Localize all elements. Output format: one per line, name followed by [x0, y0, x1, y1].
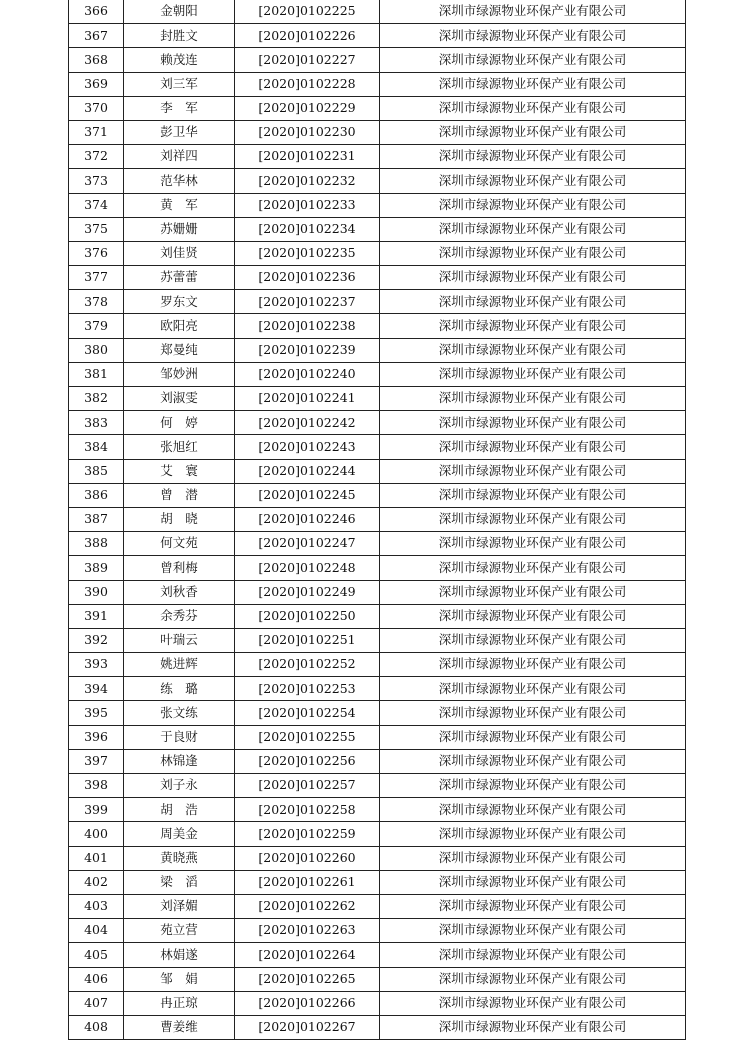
- company-name-cell: 深圳市绿源物业环保产业有限公司: [380, 411, 686, 435]
- person-name-cell: 胡 晓: [124, 507, 235, 531]
- row-number-cell: 388: [69, 532, 124, 556]
- certificate-number-cell: [2020]0102235: [235, 241, 380, 265]
- table-row: [69, 266, 686, 290]
- row-number-cell: 378: [69, 290, 124, 314]
- company-name-cell: 深圳市绿源物业环保产业有限公司: [380, 96, 686, 120]
- person-name-cell: 于良财: [124, 725, 235, 749]
- row-number-cell: 373: [69, 169, 124, 193]
- company-name-cell: 深圳市绿源物业环保产业有限公司: [380, 362, 686, 386]
- certificate-number-cell: [2020]0102230: [235, 120, 380, 144]
- company-name-cell: 深圳市绿源物业环保产业有限公司: [380, 193, 686, 217]
- certificate-number-cell: [2020]0102264: [235, 943, 380, 967]
- certificate-number-cell: [2020]0102228: [235, 72, 380, 96]
- certificate-number-cell: [2020]0102234: [235, 217, 380, 241]
- row-number-cell: 404: [69, 919, 124, 943]
- row-number-cell: 370: [69, 96, 124, 120]
- table-row: [69, 24, 686, 48]
- company-name-cell: 深圳市绿源物业环保产业有限公司: [380, 701, 686, 725]
- table-row: [69, 72, 686, 96]
- person-name-cell: 赖茂连: [124, 48, 235, 72]
- certificate-number-cell: [2020]0102239: [235, 338, 380, 362]
- company-name-cell: 深圳市绿源物业环保产业有限公司: [380, 604, 686, 628]
- certificate-number-cell: [2020]0102240: [235, 362, 380, 386]
- row-number-cell: 403: [69, 894, 124, 918]
- company-name-cell: 深圳市绿源物业环保产业有限公司: [380, 483, 686, 507]
- certificate-number-cell: [2020]0102250: [235, 604, 380, 628]
- person-name-cell: 林娟遂: [124, 943, 235, 967]
- certificate-number-cell: [2020]0102247: [235, 532, 380, 556]
- row-number-cell: 398: [69, 774, 124, 798]
- person-name-cell: 刘祥四: [124, 145, 235, 169]
- person-name-cell: 曾 潜: [124, 483, 235, 507]
- certificate-number-cell: [2020]0102242: [235, 411, 380, 435]
- table-row: [69, 459, 686, 483]
- table-row: [69, 943, 686, 967]
- certificate-number-cell: [2020]0102259: [235, 822, 380, 846]
- person-name-cell: 刘淑雯: [124, 387, 235, 411]
- company-name-cell: 深圳市绿源物业环保产业有限公司: [380, 290, 686, 314]
- row-number-cell: 377: [69, 266, 124, 290]
- certificate-number-cell: [2020]0102267: [235, 1015, 380, 1039]
- company-name-cell: 深圳市绿源物业环保产业有限公司: [380, 798, 686, 822]
- certificate-number-cell: [2020]0102248: [235, 556, 380, 580]
- table-row: [69, 96, 686, 120]
- row-number-cell: 405: [69, 943, 124, 967]
- table-row: [69, 483, 686, 507]
- company-name-cell: 深圳市绿源物业环保产业有限公司: [380, 967, 686, 991]
- row-number-cell: 384: [69, 435, 124, 459]
- person-name-cell: 张旭红: [124, 435, 235, 459]
- company-name-cell: 深圳市绿源物业环保产业有限公司: [380, 459, 686, 483]
- person-name-cell: 周美金: [124, 822, 235, 846]
- certificate-number-cell: [2020]0102236: [235, 266, 380, 290]
- company-name-cell: 深圳市绿源物业环保产业有限公司: [380, 628, 686, 652]
- table-row: [69, 362, 686, 386]
- certificate-number-cell: [2020]0102237: [235, 290, 380, 314]
- row-number-cell: 390: [69, 580, 124, 604]
- certificate-number-cell: [2020]0102263: [235, 919, 380, 943]
- person-name-cell: 曹姜维: [124, 1015, 235, 1039]
- person-name-cell: 黄晓燕: [124, 846, 235, 870]
- row-number-cell: 382: [69, 387, 124, 411]
- row-number-cell: 368: [69, 48, 124, 72]
- table-body: [69, 0, 686, 1040]
- person-name-cell: 练 璐: [124, 677, 235, 701]
- person-name-cell: 刘佳贤: [124, 241, 235, 265]
- company-name-cell: 深圳市绿源物业环保产业有限公司: [380, 48, 686, 72]
- table-row: [69, 145, 686, 169]
- certificate-number-cell: [2020]0102252: [235, 653, 380, 677]
- company-name-cell: 深圳市绿源物业环保产业有限公司: [380, 0, 686, 24]
- table-row: [69, 677, 686, 701]
- table-row: [69, 653, 686, 677]
- company-name-cell: 深圳市绿源物业环保产业有限公司: [380, 580, 686, 604]
- table-row: [69, 241, 686, 265]
- table-row: [69, 846, 686, 870]
- person-name-cell: 苑立营: [124, 919, 235, 943]
- table-row: [69, 507, 686, 531]
- certificate-number-cell: [2020]0102262: [235, 894, 380, 918]
- person-name-cell: 彭卫华: [124, 120, 235, 144]
- person-name-cell: 欧阳亮: [124, 314, 235, 338]
- company-name-cell: 深圳市绿源物业环保产业有限公司: [380, 774, 686, 798]
- certificate-number-cell: [2020]0102265: [235, 967, 380, 991]
- person-name-cell: 苏蕾蕾: [124, 266, 235, 290]
- person-name-cell: 郑曼纯: [124, 338, 235, 362]
- certificate-number-cell: [2020]0102255: [235, 725, 380, 749]
- certificate-number-cell: [2020]0102258: [235, 798, 380, 822]
- company-name-cell: 深圳市绿源物业环保产业有限公司: [380, 919, 686, 943]
- certificate-number-cell: [2020]0102256: [235, 749, 380, 773]
- row-number-cell: 401: [69, 846, 124, 870]
- certificate-number-cell: [2020]0102260: [235, 846, 380, 870]
- table-row: [69, 749, 686, 773]
- row-number-cell: 397: [69, 749, 124, 773]
- company-name-cell: 深圳市绿源物业环保产业有限公司: [380, 72, 686, 96]
- row-number-cell: 381: [69, 362, 124, 386]
- row-number-cell: 375: [69, 217, 124, 241]
- company-name-cell: 深圳市绿源物业环保产业有限公司: [380, 677, 686, 701]
- row-number-cell: 385: [69, 459, 124, 483]
- certificate-number-cell: [2020]0102232: [235, 169, 380, 193]
- company-name-cell: 深圳市绿源物业环保产业有限公司: [380, 120, 686, 144]
- row-number-cell: 386: [69, 483, 124, 507]
- company-name-cell: 深圳市绿源物业环保产业有限公司: [380, 894, 686, 918]
- company-name-cell: 深圳市绿源物业环保产业有限公司: [380, 870, 686, 894]
- company-name-cell: 深圳市绿源物业环保产业有限公司: [380, 556, 686, 580]
- row-number-cell: 406: [69, 967, 124, 991]
- row-number-cell: 389: [69, 556, 124, 580]
- table-row: [69, 193, 686, 217]
- person-name-cell: 刘子永: [124, 774, 235, 798]
- certificate-number-cell: [2020]0102245: [235, 483, 380, 507]
- company-name-cell: 深圳市绿源物业环保产业有限公司: [380, 217, 686, 241]
- person-name-cell: 刘泽媚: [124, 894, 235, 918]
- table-row: [69, 628, 686, 652]
- certificate-number-cell: [2020]0102243: [235, 435, 380, 459]
- certificate-number-cell: [2020]0102229: [235, 96, 380, 120]
- table-row: [69, 774, 686, 798]
- company-name-cell: 深圳市绿源物业环保产业有限公司: [380, 145, 686, 169]
- row-number-cell: 399: [69, 798, 124, 822]
- row-number-cell: 376: [69, 241, 124, 265]
- company-name-cell: 深圳市绿源物业环保产业有限公司: [380, 846, 686, 870]
- company-name-cell: 深圳市绿源物业环保产业有限公司: [380, 725, 686, 749]
- row-number-cell: 380: [69, 338, 124, 362]
- person-name-cell: 张文练: [124, 701, 235, 725]
- company-name-cell: 深圳市绿源物业环保产业有限公司: [380, 314, 686, 338]
- table-row: [69, 798, 686, 822]
- person-name-cell: 林锦逢: [124, 749, 235, 773]
- table-row: [69, 725, 686, 749]
- table-row: [69, 314, 686, 338]
- row-number-cell: 367: [69, 24, 124, 48]
- row-number-cell: 369: [69, 72, 124, 96]
- table-row: [69, 217, 686, 241]
- table-row: [69, 290, 686, 314]
- person-name-cell: 苏姗姗: [124, 217, 235, 241]
- row-number-cell: 393: [69, 653, 124, 677]
- person-name-cell: 何文苑: [124, 532, 235, 556]
- row-number-cell: 402: [69, 870, 124, 894]
- person-name-cell: 曾利梅: [124, 556, 235, 580]
- company-name-cell: 深圳市绿源物业环保产业有限公司: [380, 822, 686, 846]
- table-row: [69, 701, 686, 725]
- certificate-number-cell: [2020]0102233: [235, 193, 380, 217]
- person-name-cell: 艾 寰: [124, 459, 235, 483]
- company-name-cell: 深圳市绿源物业环保产业有限公司: [380, 749, 686, 773]
- person-name-cell: 金朝阳: [124, 0, 235, 24]
- person-name-cell: 黄 军: [124, 193, 235, 217]
- certificate-number-cell: [2020]0102253: [235, 677, 380, 701]
- company-name-cell: 深圳市绿源物业环保产业有限公司: [380, 169, 686, 193]
- person-name-cell: 梁 滔: [124, 870, 235, 894]
- person-name-cell: 范华林: [124, 169, 235, 193]
- company-name-cell: 深圳市绿源物业环保产业有限公司: [380, 24, 686, 48]
- company-name-cell: 深圳市绿源物业环保产业有限公司: [380, 1015, 686, 1039]
- row-number-cell: 392: [69, 628, 124, 652]
- person-name-cell: 余秀芬: [124, 604, 235, 628]
- company-name-cell: 深圳市绿源物业环保产业有限公司: [380, 653, 686, 677]
- row-number-cell: 396: [69, 725, 124, 749]
- row-number-cell: 387: [69, 507, 124, 531]
- certificate-number-cell: [2020]0102231: [235, 145, 380, 169]
- row-number-cell: 395: [69, 701, 124, 725]
- table-row: [69, 387, 686, 411]
- person-name-cell: 冉正琼: [124, 991, 235, 1015]
- person-name-cell: 邹妙洲: [124, 362, 235, 386]
- row-number-cell: 400: [69, 822, 124, 846]
- table-row: [69, 0, 686, 24]
- row-number-cell: 379: [69, 314, 124, 338]
- certificate-number-cell: [2020]0102266: [235, 991, 380, 1015]
- table-row: [69, 411, 686, 435]
- certificate-number-cell: [2020]0102225: [235, 0, 380, 24]
- row-number-cell: 383: [69, 411, 124, 435]
- company-name-cell: 深圳市绿源物业环保产业有限公司: [380, 338, 686, 362]
- person-name-cell: 刘三军: [124, 72, 235, 96]
- table-row: [69, 48, 686, 72]
- person-name-cell: 何 婷: [124, 411, 235, 435]
- person-name-cell: 姚进辉: [124, 653, 235, 677]
- certificate-number-cell: [2020]0102261: [235, 870, 380, 894]
- company-name-cell: 深圳市绿源物业环保产业有限公司: [380, 991, 686, 1015]
- table-row: [69, 338, 686, 362]
- company-name-cell: 深圳市绿源物业环保产业有限公司: [380, 266, 686, 290]
- table-row: [69, 120, 686, 144]
- row-number-cell: 371: [69, 120, 124, 144]
- company-name-cell: 深圳市绿源物业环保产业有限公司: [380, 943, 686, 967]
- table-row: [69, 604, 686, 628]
- table-row: [69, 435, 686, 459]
- person-name-cell: 胡 浩: [124, 798, 235, 822]
- table-row: [69, 580, 686, 604]
- certificate-number-cell: [2020]0102244: [235, 459, 380, 483]
- certificate-number-cell: [2020]0102249: [235, 580, 380, 604]
- row-number-cell: 391: [69, 604, 124, 628]
- certificate-number-cell: [2020]0102226: [235, 24, 380, 48]
- table-row: [69, 822, 686, 846]
- company-name-cell: 深圳市绿源物业环保产业有限公司: [380, 507, 686, 531]
- table-row: [69, 556, 686, 580]
- row-number-cell: 394: [69, 677, 124, 701]
- row-number-cell: 372: [69, 145, 124, 169]
- table-row: [69, 919, 686, 943]
- company-name-cell: 深圳市绿源物业环保产业有限公司: [380, 241, 686, 265]
- row-number-cell: 407: [69, 991, 124, 1015]
- table-row: [69, 532, 686, 556]
- person-name-cell: 叶瑞云: [124, 628, 235, 652]
- person-name-cell: 封胜文: [124, 24, 235, 48]
- certificate-number-cell: [2020]0102254: [235, 701, 380, 725]
- table-row: [69, 870, 686, 894]
- person-name-cell: 邹 娟: [124, 967, 235, 991]
- certificate-table: [68, 0, 686, 1040]
- person-name-cell: 刘秋香: [124, 580, 235, 604]
- certificate-number-cell: [2020]0102246: [235, 507, 380, 531]
- certificate-number-cell: [2020]0102227: [235, 48, 380, 72]
- row-number-cell: 366: [69, 0, 124, 24]
- table-row: [69, 1015, 686, 1039]
- row-number-cell: 374: [69, 193, 124, 217]
- row-number-cell: 408: [69, 1015, 124, 1039]
- table-row: [69, 967, 686, 991]
- certificate-number-cell: [2020]0102238: [235, 314, 380, 338]
- company-name-cell: 深圳市绿源物业环保产业有限公司: [380, 387, 686, 411]
- table-row: [69, 991, 686, 1015]
- table-row: [69, 894, 686, 918]
- company-name-cell: 深圳市绿源物业环保产业有限公司: [380, 435, 686, 459]
- certificate-number-cell: [2020]0102257: [235, 774, 380, 798]
- certificate-number-cell: [2020]0102241: [235, 387, 380, 411]
- person-name-cell: 罗东文: [124, 290, 235, 314]
- person-name-cell: 李 军: [124, 96, 235, 120]
- table-row: [69, 169, 686, 193]
- company-name-cell: 深圳市绿源物业环保产业有限公司: [380, 532, 686, 556]
- certificate-number-cell: [2020]0102251: [235, 628, 380, 652]
